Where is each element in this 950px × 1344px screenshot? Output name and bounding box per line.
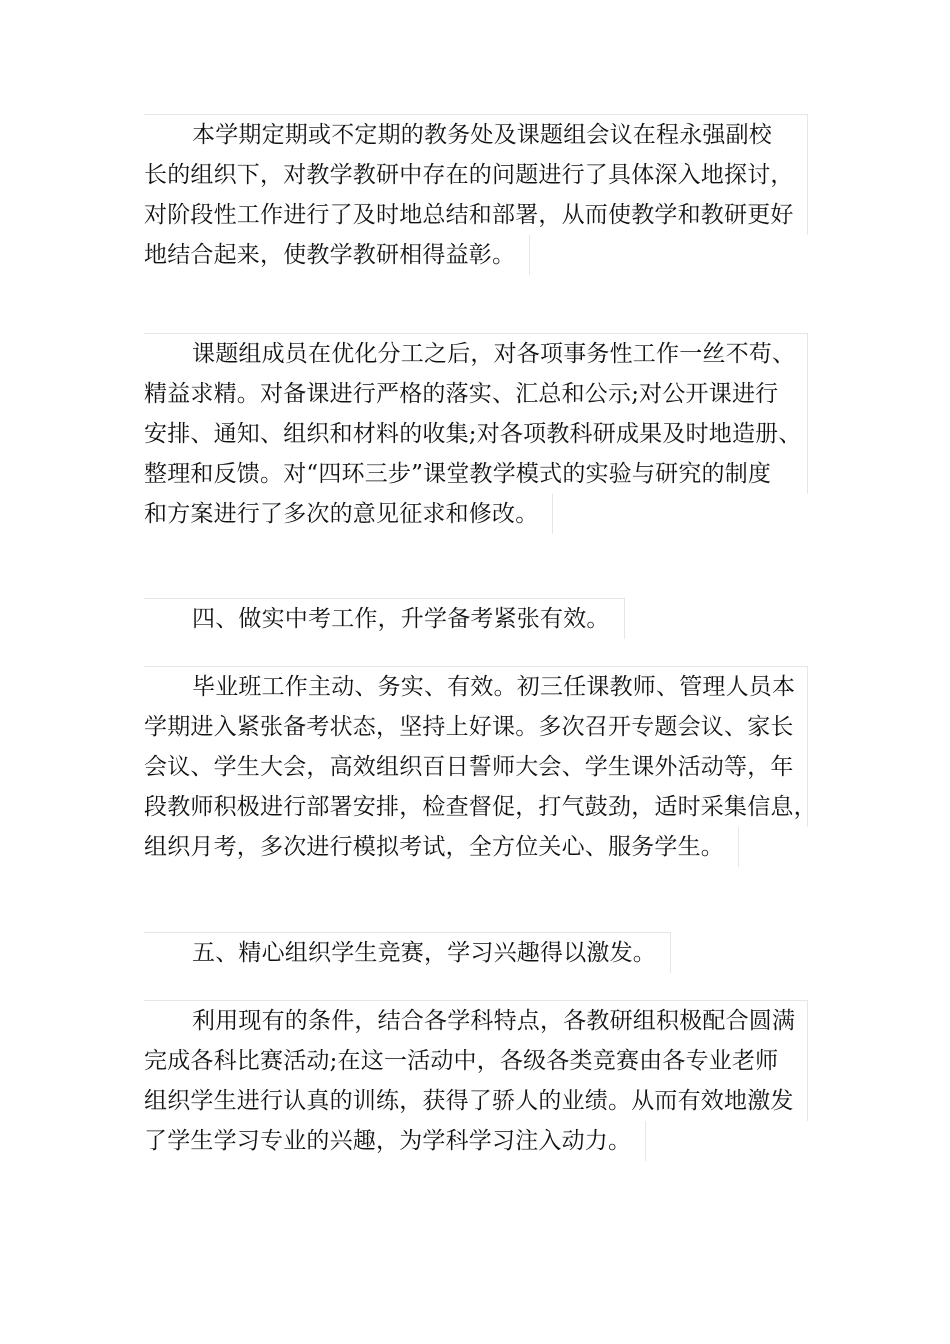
text-line: 会议、学生大会，高效组织百日誓师大会、学生课外活动等，年 [144,747,808,787]
text-line: 整理和反馈。对“四环三步”课堂教学模式的实验与研究的制度 [144,454,808,494]
paragraph-meetings [144,114,808,275]
section-heading-exam [144,598,808,639]
text-line: 课题组成员在优化分工之后，对各项事务性工作一丝不苟、 [144,333,808,374]
text-line: 精益求精。对备课进行严格的落实、汇总和公示;对公开课进行 [144,374,808,414]
paragraph-graduating-class [144,666,817,867]
paragraph-competitions [144,1000,808,1161]
heading-text: 五、精心组织学生竞赛，学习兴趣得以激发。 [144,932,671,973]
text-line: 对阶段性工作进行了及时地总结和部署，从而使教学和教研更好 [144,195,808,235]
text-line: 毕业班工作主动、务实、有效。初三任课教师、管理人员本 [144,666,808,707]
text-line: 段教师积极进行部署安排，检查督促，打气鼓劲，适时采集信息， [144,787,808,827]
text-line: 地结合起来，使教学教研相得益彰。 [144,235,530,275]
text-line: 完成各科比赛活动;在这一活动中，各级各类竞赛由各专业老师 [144,1041,808,1081]
section-heading-competition [144,932,808,973]
text-line: 了学生学习专业的兴趣，为学科学习注入动力。 [144,1121,646,1161]
text-line: 学期进入紧张备考状态，坚持上好课。多次召开专题会议、家长 [144,707,808,747]
heading-text: 四、做实中考工作，升学备考紧张有效。 [144,598,625,639]
paragraph-research-group [144,333,808,534]
text-line: 安排、通知、组织和材料的收集;对各项教科研成果及时地造册、 [144,414,808,454]
text-line: 和方案进行了多次的意见征求和修改。 [144,494,553,534]
text-line: 长的组织下，对教学教研中存在的问题进行了具体深入地探讨， [144,155,808,195]
text-line: 组织月考，多次进行模拟考试，全方位关心、服务学生。 [144,827,739,867]
text-line: 组织学生进行认真的训练，获得了骄人的业绩。从而有效地激发 [144,1081,808,1121]
text-line: 利用现有的条件，结合各学科特点，各教研组积极配合圆满 [144,1000,808,1041]
text-line: 本学期定期或不定期的教务处及课题组会议在程永强副校 [144,114,808,155]
